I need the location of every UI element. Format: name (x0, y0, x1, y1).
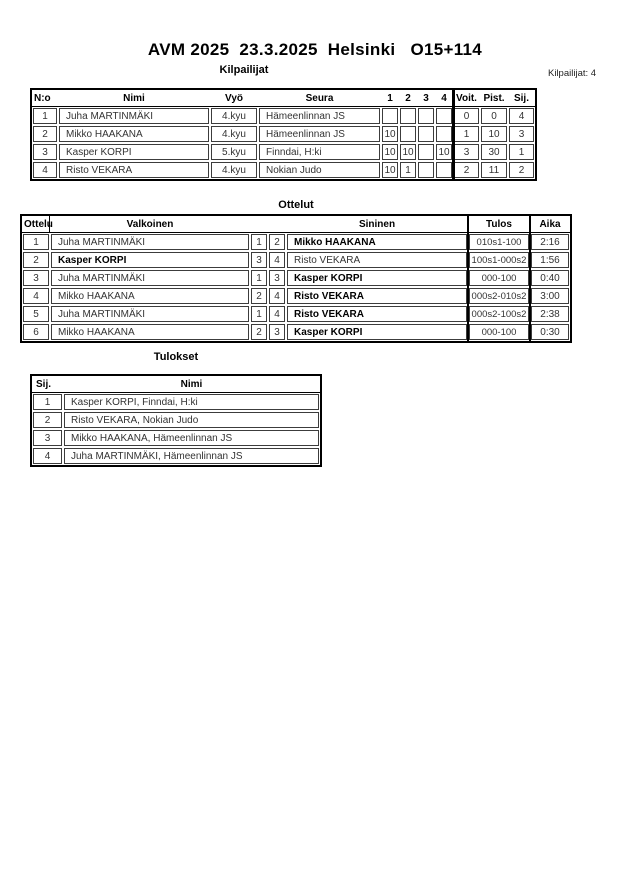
competitors-table (30, 88, 537, 181)
match-blue-name: Risto VEKARA (287, 306, 467, 322)
round-score: 10 (436, 144, 452, 160)
competitor-no: 1 (33, 108, 57, 124)
result-place: 1 (33, 394, 62, 410)
competitor-club: Hämeenlinnan JS (259, 108, 380, 124)
round-score (418, 144, 434, 160)
round-score: 10 (382, 126, 398, 142)
competitor-wins: 1 (454, 126, 479, 142)
competitor-wins: 3 (454, 144, 479, 160)
col-header-white: Valkoinen (50, 216, 250, 233)
result-name: Juha MARTINMÄKI, Hämeenlinnan JS (64, 448, 319, 464)
col-header-belt: Vyö (210, 90, 258, 107)
competitor-club: Finndai, H:ki (259, 144, 380, 160)
col-header-wins: Voit. (453, 90, 480, 107)
result-name: Risto VEKARA, Nokian Judo (64, 412, 319, 428)
col-header-result: Tulos (468, 216, 530, 233)
table-group-divider (467, 216, 469, 341)
col-header-time: Aika (530, 216, 570, 233)
match-blue-no: 3 (269, 324, 285, 340)
competitor-wins: 0 (454, 108, 479, 124)
round-score: 10 (400, 144, 416, 160)
match-white-no: 1 (251, 306, 267, 322)
match-blue-no: 4 (269, 306, 285, 322)
competitor-club: Nokian Judo (259, 162, 380, 178)
round-score (382, 108, 398, 124)
competitor-no: 4 (33, 162, 57, 178)
round-score (436, 162, 452, 178)
competitors-count: Kilpailijat: 4 (548, 68, 597, 79)
match-result: 010s1-100 (469, 234, 529, 250)
result-place: 4 (33, 448, 62, 464)
match-blue-name: Risto VEKARA (287, 288, 467, 304)
round-score: 1 (400, 162, 416, 178)
competitor-points: 10 (481, 126, 507, 142)
competitor-no: 2 (33, 126, 57, 142)
col-header-round1: 1 (381, 90, 399, 107)
competitor-place: 2 (509, 162, 534, 178)
match-blue-name: Kasper KORPI (287, 324, 467, 340)
section-title-matches: Ottelut (278, 199, 314, 211)
match-blue-no: 3 (269, 270, 285, 286)
match-result: 000-100 (469, 270, 529, 286)
col-header-match: Ottelu (22, 216, 50, 233)
competitor-belt: 4.kyu (211, 108, 257, 124)
match-white-name: Juha MARTINMÄKI (51, 234, 249, 250)
match-result: 000-100 (469, 324, 529, 340)
round-score: 10 (382, 162, 398, 178)
match-time: 2:16 (531, 234, 569, 250)
round-score (436, 108, 452, 124)
match-no: 4 (23, 288, 49, 304)
competitor-name: Juha MARTINMÄKI (59, 108, 209, 124)
match-result: 100s1-000s2 (469, 252, 529, 268)
competitor-place: 3 (509, 126, 534, 142)
match-white-name: Mikko HAAKANA (51, 324, 249, 340)
round-score: 10 (382, 144, 398, 160)
col-header-no: N:o (32, 90, 58, 107)
match-white-no: 3 (251, 252, 267, 268)
competitor-points: 30 (481, 144, 507, 160)
match-blue-name: Kasper KORPI (287, 270, 467, 286)
matches-table (20, 214, 572, 343)
round-score (418, 162, 434, 178)
round-score (418, 126, 434, 142)
competitor-points: 0 (481, 108, 507, 124)
match-blue-no: 2 (269, 234, 285, 250)
section-title-competitors: Kilpailijat (219, 64, 269, 76)
col-header-place: Sij. (32, 376, 63, 393)
col-header-round4: 4 (435, 90, 453, 107)
col-header-place: Sij. (508, 90, 535, 107)
page-title: AVM 2025 23.3.2025 Helsinki O15+114 (147, 40, 483, 59)
match-no: 1 (23, 234, 49, 250)
match-white-no: 1 (251, 234, 267, 250)
round-score (436, 126, 452, 142)
competitor-belt: 4.kyu (211, 162, 257, 178)
competitor-name: Kasper KORPI (59, 144, 209, 160)
match-blue-name: Mikko HAAKANA (287, 234, 467, 250)
results-table (30, 374, 322, 467)
match-time: 0:30 (531, 324, 569, 340)
match-blue-no: 4 (269, 288, 285, 304)
competitor-belt: 5.kyu (211, 144, 257, 160)
match-white-name: Mikko HAAKANA (51, 288, 249, 304)
match-white-name: Juha MARTINMÄKI (51, 270, 249, 286)
match-time: 2:38 (531, 306, 569, 322)
competitor-name: Risto VEKARA (59, 162, 209, 178)
match-white-name: Kasper KORPI (51, 252, 249, 268)
match-no: 5 (23, 306, 49, 322)
col-header-empty (268, 216, 286, 233)
competitor-no: 3 (33, 144, 57, 160)
match-time: 3:00 (531, 288, 569, 304)
competitor-name: Mikko HAAKANA (59, 126, 209, 142)
match-time: 0:40 (531, 270, 569, 286)
competitor-wins: 2 (454, 162, 479, 178)
round-score (400, 108, 416, 124)
col-header-blue: Sininen (286, 216, 468, 233)
competitor-belt: 4.kyu (211, 126, 257, 142)
match-result: 000s2-010s2 (469, 288, 529, 304)
competitor-place: 1 (509, 144, 534, 160)
col-header-name: Nimi (58, 90, 210, 107)
table-group-divider (452, 90, 455, 179)
result-place: 2 (33, 412, 62, 428)
result-name: Mikko HAAKANA, Hämeenlinnan JS (64, 430, 319, 446)
match-blue-no: 4 (269, 252, 285, 268)
match-no: 2 (23, 252, 49, 268)
col-header-round2: 2 (399, 90, 417, 107)
match-white-no: 1 (251, 270, 267, 286)
section-title-results: Tulokset (153, 351, 199, 363)
match-result: 000s2-100s2 (469, 306, 529, 322)
match-white-no: 2 (251, 288, 267, 304)
competitor-club: Hämeenlinnan JS (259, 126, 380, 142)
col-header-club: Seura (258, 90, 381, 107)
match-blue-name: Risto VEKARA (287, 252, 467, 268)
col-header-round3: 3 (417, 90, 435, 107)
match-white-name: Juha MARTINMÄKI (51, 306, 249, 322)
match-white-no: 2 (251, 324, 267, 340)
round-score (400, 126, 416, 142)
match-time: 1:56 (531, 252, 569, 268)
col-header-points: Pist. (480, 90, 508, 107)
competitor-points: 11 (481, 162, 507, 178)
round-score (418, 108, 434, 124)
col-header-name: Nimi (63, 376, 320, 393)
match-no: 3 (23, 270, 49, 286)
result-name: Kasper KORPI, Finndai, H:ki (64, 394, 319, 410)
result-place: 3 (33, 430, 62, 446)
match-no: 6 (23, 324, 49, 340)
table-group-divider (529, 216, 531, 341)
col-header-empty (250, 216, 268, 233)
competitor-place: 4 (509, 108, 534, 124)
